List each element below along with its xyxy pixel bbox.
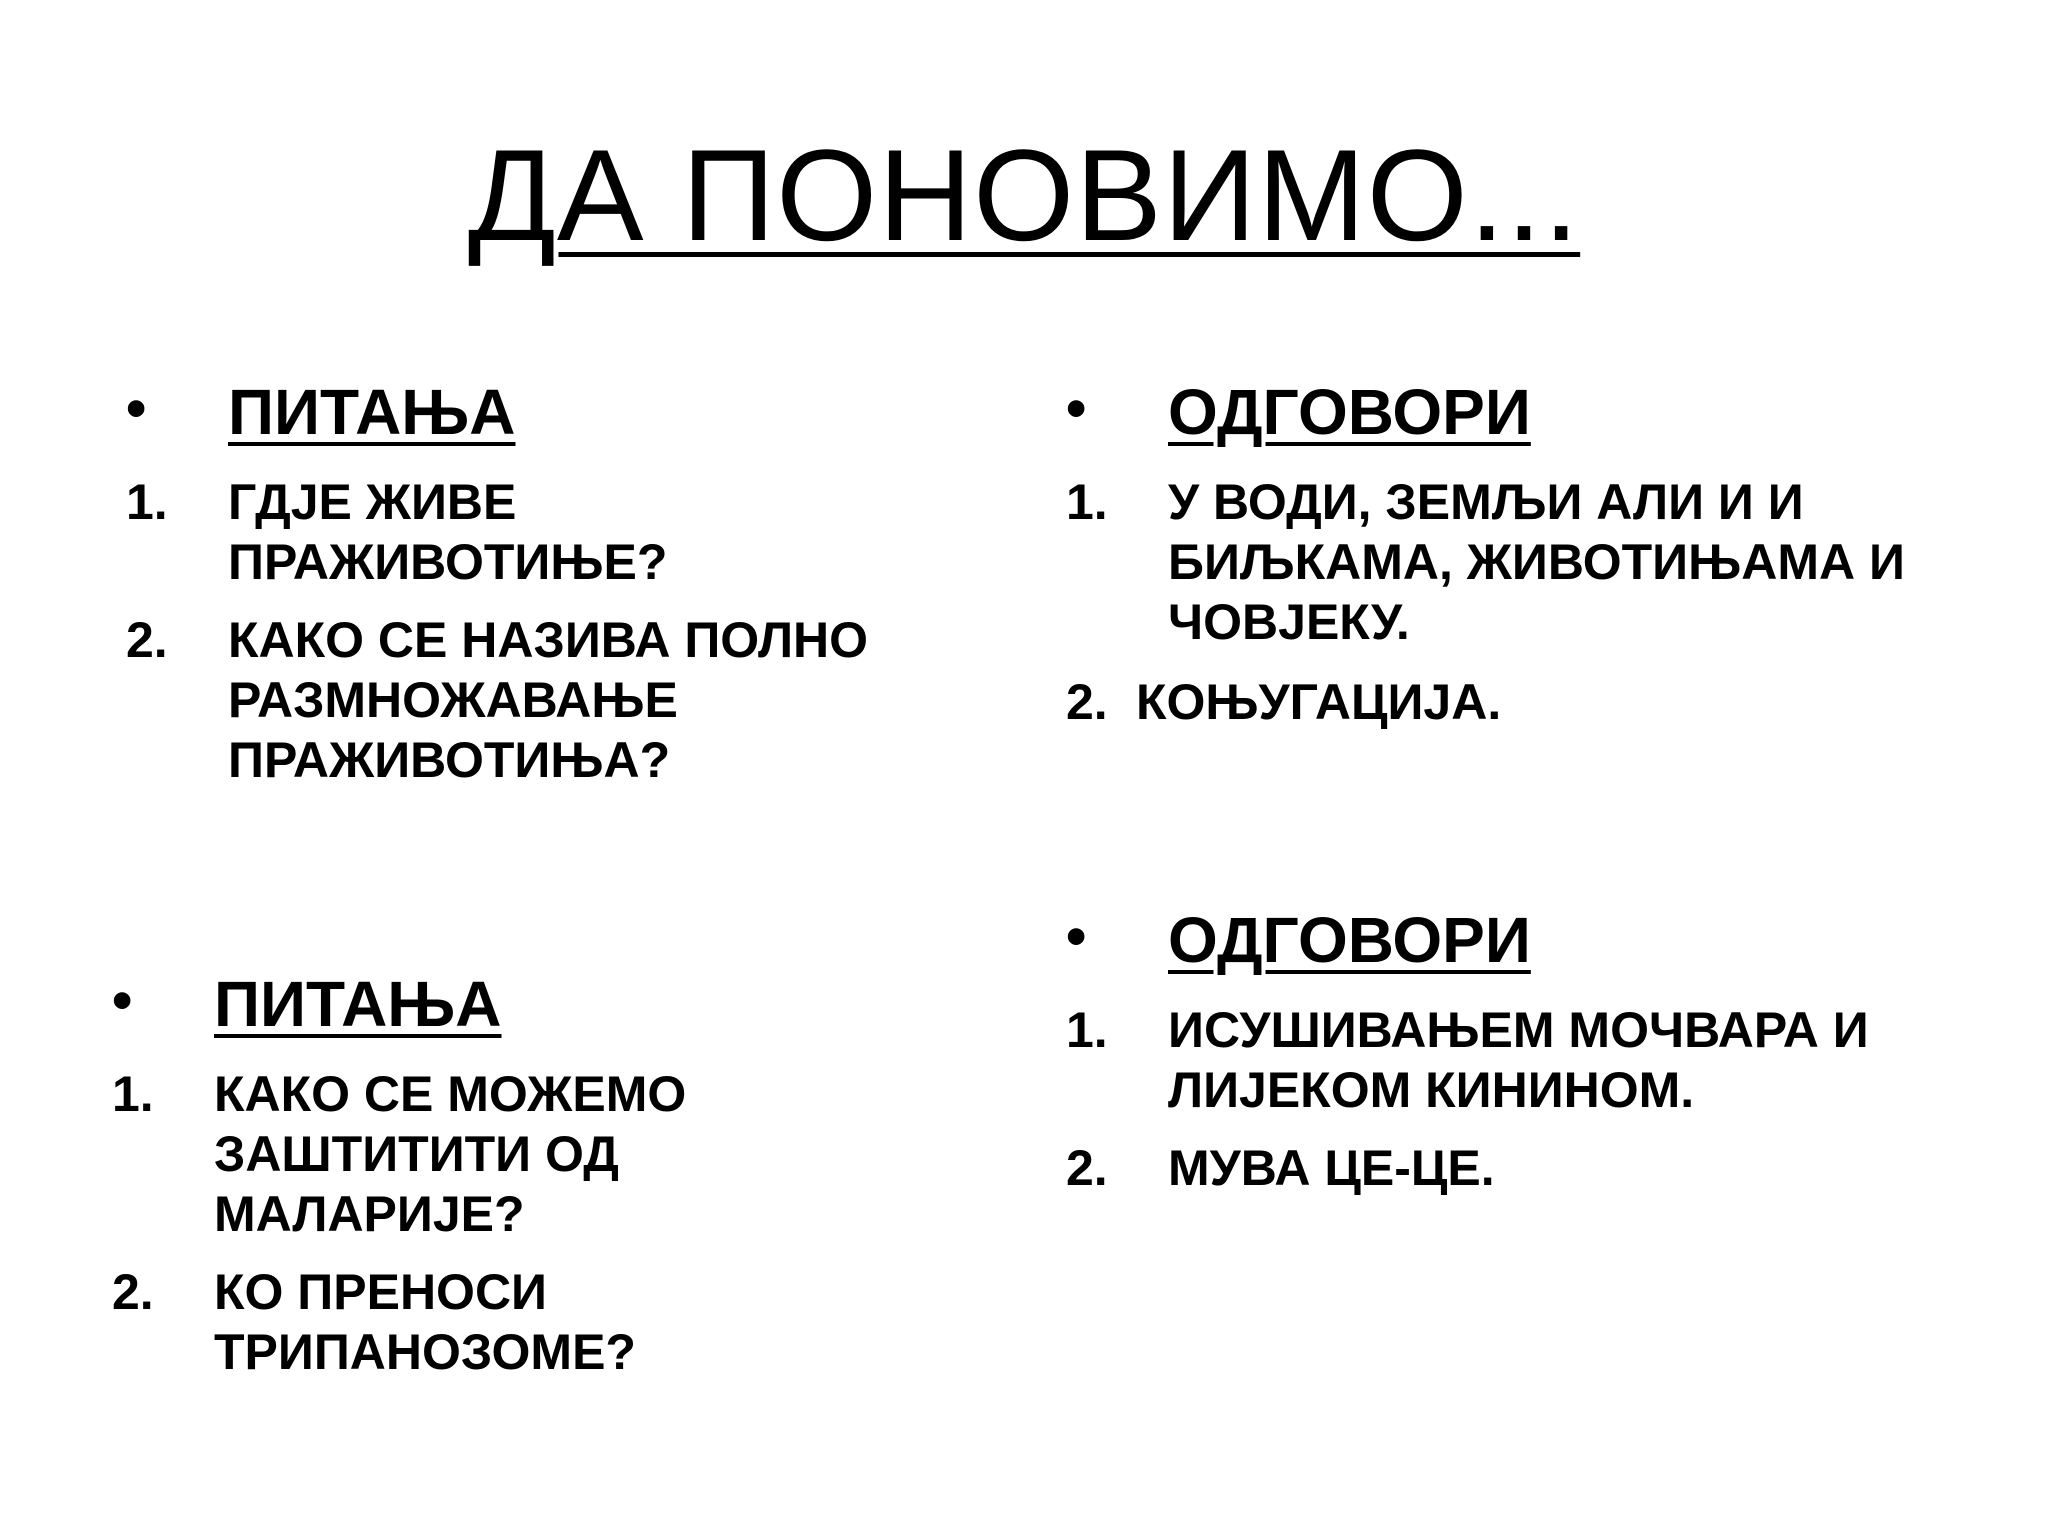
list-item-text: ИСУШИВАЊЕМ МОЧВАРА И ЛИЈЕКОМ КИНИНОМ. — [1168, 1002, 1869, 1118]
list-item-text: ГДЈЕ ЖИВЕ ПРАЖИВОТИЊЕ? — [228, 474, 668, 590]
list-item-number: 1. — [1066, 474, 1108, 530]
list-item — [126, 472, 976, 592]
questions-block-2 — [112, 968, 962, 1382]
list-item-text: КО ПРЕНОСИ ТРИПАНОЗОМЕ? — [214, 1264, 636, 1380]
answers-heading-2 — [1066, 904, 2006, 978]
list-item-number: 1. — [1066, 1002, 1108, 1058]
bullet-icon: • — [126, 376, 147, 441]
list-item-text: МУВА ЦЕ-ЦЕ. — [1168, 1140, 1495, 1196]
answers-heading-text: ОДГОВОРИ — [1168, 904, 1531, 976]
answers-block-1 — [1066, 376, 2006, 732]
list-item-number: 1. — [126, 474, 168, 530]
list-item — [1066, 672, 2006, 732]
questions-heading-1 — [126, 376, 976, 450]
bullet-icon: • — [1066, 904, 1087, 969]
list-item — [1066, 472, 2006, 652]
list-item — [112, 1262, 962, 1382]
questions-heading-text: ПИТАЊА — [228, 376, 516, 448]
list-item — [112, 1064, 962, 1244]
list-item-number: 1. — [112, 1066, 154, 1122]
list-item-text: У ВОДИ, ЗЕМЉИ АЛИ И И БИЉКАМА, ЖИВОТИЊАМА И ЧОВЈЕКУ. — [1168, 474, 1905, 650]
list-item-text: КАКО СЕ МОЖЕМО ЗАШТИТИТИ ОД МАЛАРИЈЕ? — [214, 1066, 687, 1242]
answers-heading-1 — [1066, 376, 2006, 450]
list-item-text: КАКО СЕ НАЗИВА ПОЛНО РАЗМНОЖАВАЊЕ ПРАЖИВОТИЊА? — [228, 612, 869, 788]
slide-title — [0, 122, 2048, 268]
list-item-text: КОЊУГАЦИЈА. — [1136, 674, 1502, 730]
questions-heading-text: ПИТАЊА — [214, 968, 502, 1040]
list-item — [1066, 1000, 2006, 1120]
questions-block-1 — [126, 376, 976, 790]
slide-title-text: ДА ПОНОВИМО... — [467, 122, 1581, 268]
bullet-icon: • — [1066, 376, 1087, 441]
list-item — [1066, 1138, 2006, 1198]
answers-heading-text: ОДГОВОРИ — [1168, 376, 1531, 448]
bullet-icon: • — [112, 968, 133, 1033]
list-item-number: 2. — [1066, 1140, 1108, 1196]
list-item-number: 2. — [1066, 674, 1108, 730]
questions-heading-2 — [112, 968, 962, 1042]
list-item-number: 2. — [126, 612, 168, 668]
list-item — [126, 610, 976, 790]
list-item-number: 2. — [112, 1264, 154, 1320]
answers-block-2 — [1066, 904, 2006, 1198]
